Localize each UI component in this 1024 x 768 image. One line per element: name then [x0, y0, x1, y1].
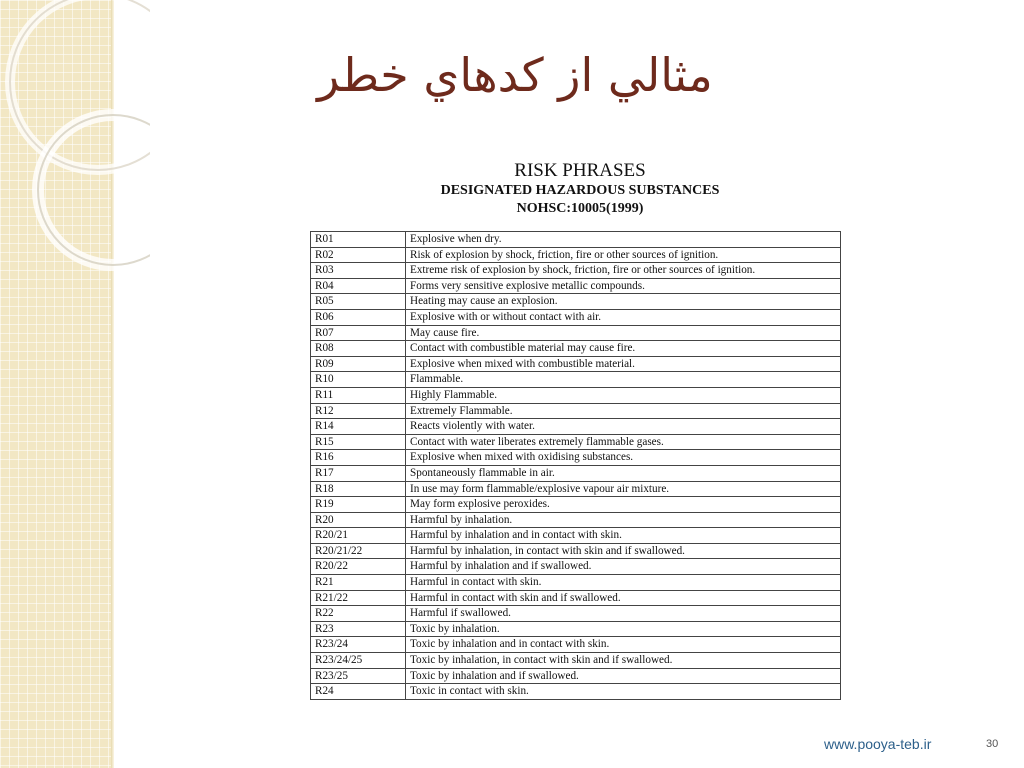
- table-row: [311, 372, 841, 388]
- table-row: [311, 465, 841, 481]
- table-row: [311, 668, 841, 684]
- risk-description-cell: Explosive when mixed with oxidising substances.: [406, 450, 841, 466]
- risk-code-cell: R09: [311, 356, 406, 372]
- table-row: [311, 543, 841, 559]
- risk-description-cell: Toxic in contact with skin.: [406, 684, 841, 700]
- table-row: [311, 403, 841, 419]
- risk-code-cell: R06: [311, 309, 406, 325]
- risk-code-cell: R24: [311, 684, 406, 700]
- risk-code-cell: R12: [311, 403, 406, 419]
- risk-description-cell: Toxic by inhalation and in contact with skin.: [406, 637, 841, 653]
- table-row: [311, 232, 841, 248]
- risk-description-cell: Explosive when dry.: [406, 232, 841, 248]
- side-panel-edge: [111, 0, 114, 768]
- risk-code-cell: R01: [311, 232, 406, 248]
- risk-code-cell: R04: [311, 278, 406, 294]
- table-row: [311, 419, 841, 435]
- table-row: [311, 387, 841, 403]
- risk-code-cell: R21: [311, 575, 406, 591]
- table-row: [311, 450, 841, 466]
- footer-url[interactable]: www.pooya-teb.ir: [824, 736, 932, 752]
- risk-code-cell: R20/21/22: [311, 543, 406, 559]
- risk-code-cell: R20/22: [311, 559, 406, 575]
- risk-code-cell: R03: [311, 263, 406, 279]
- risk-description-cell: Harmful in contact with skin.: [406, 575, 841, 591]
- risk-description-cell: Contact with combustible material may cause fire.: [406, 341, 841, 357]
- table-row: [311, 481, 841, 497]
- table-row: [311, 325, 841, 341]
- risk-description-cell: Heating may cause an explosion.: [406, 294, 841, 310]
- risk-code-cell: R10: [311, 372, 406, 388]
- risk-description-cell: Reacts violently with water.: [406, 419, 841, 435]
- risk-description-cell: Harmful by inhalation and if swallowed.: [406, 559, 841, 575]
- table-row: [311, 637, 841, 653]
- table-row: [311, 263, 841, 279]
- risk-description-cell: May form explosive peroxides.: [406, 497, 841, 513]
- table-row: [311, 434, 841, 450]
- page-number: 30: [986, 738, 999, 750]
- risk-description-cell: Harmful if swallowed.: [406, 606, 841, 622]
- risk-description-cell: Flammable.: [406, 372, 841, 388]
- table-row: [311, 575, 841, 591]
- risk-code-cell: R22: [311, 606, 406, 622]
- risk-code-cell: R19: [311, 497, 406, 513]
- risk-description-cell: Harmful by inhalation.: [406, 512, 841, 528]
- risk-description-cell: May cause fire.: [406, 325, 841, 341]
- risk-description-cell: Risk of explosion by shock, friction, fire or other sources of ignition.: [406, 247, 841, 263]
- risk-description-cell: Toxic by inhalation.: [406, 621, 841, 637]
- risk-description-cell: Contact with water liberates extremely flammable gases.: [406, 434, 841, 450]
- risk-description-cell: Harmful in contact with skin and if swallowed.: [406, 590, 841, 606]
- risk-code-cell: R05: [311, 294, 406, 310]
- risk-code-cell: R23/24: [311, 637, 406, 653]
- table-row: [311, 497, 841, 513]
- risk-description-cell: In use may form flammable/explosive vapour air mixture.: [406, 481, 841, 497]
- table-row: [311, 247, 841, 263]
- risk-description-cell: Explosive with or without contact with air.: [406, 309, 841, 325]
- risk-code-cell: R23/25: [311, 668, 406, 684]
- risk-description-cell: Extreme risk of explosion by shock, friction, fire or other sources of ignition.: [406, 263, 841, 279]
- risk-code-cell: R23: [311, 621, 406, 637]
- risk-description-cell: Explosive when mixed with combustible material.: [406, 356, 841, 372]
- table-row: [311, 684, 841, 700]
- risk-code-cell: R21/22: [311, 590, 406, 606]
- risk-phrases-table: [310, 231, 841, 700]
- table-row: [311, 559, 841, 575]
- risk-code-cell: R15: [311, 434, 406, 450]
- table-row: [311, 606, 841, 622]
- risk-code-cell: R17: [311, 465, 406, 481]
- table-row: [311, 356, 841, 372]
- risk-description-cell: Extremely Flammable.: [406, 403, 841, 419]
- table-row: [311, 309, 841, 325]
- table-row: [311, 294, 841, 310]
- risk-code-cell: R20: [311, 512, 406, 528]
- document-header: [408, 160, 752, 218]
- risk-description-cell: Harmful by inhalation, in contact with skin and if swallowed.: [406, 543, 841, 559]
- table-row: [311, 653, 841, 669]
- risk-description-cell: Toxic by inhalation, in contact with skin and if swallowed.: [406, 653, 841, 669]
- risk-code-cell: R14: [311, 419, 406, 435]
- slide-title: مثالي از کدهاي خطر: [317, 48, 713, 102]
- document-subheading: DESIGNATED HAZARDOUS SUBSTANCES: [440, 183, 720, 198]
- risk-description-cell: Forms very sensitive explosive metallic compounds.: [406, 278, 841, 294]
- table-row: [311, 512, 841, 528]
- table-row: [311, 278, 841, 294]
- table-row: [311, 528, 841, 544]
- risk-code-cell: R20/21: [311, 528, 406, 544]
- risk-code-cell: R02: [311, 247, 406, 263]
- risk-code-cell: R18: [311, 481, 406, 497]
- risk-description-cell: Toxic by inhalation and if swallowed.: [406, 668, 841, 684]
- risk-description-cell: Harmful by inhalation and in contact with skin.: [406, 528, 841, 544]
- document-reference: NOHSC:10005(1999): [516, 201, 644, 216]
- document-heading: RISK PHRASES: [514, 160, 646, 181]
- table-row: [311, 590, 841, 606]
- risk-code-cell: R08: [311, 341, 406, 357]
- decorative-side-panel: [0, 0, 113, 768]
- table-row: [311, 621, 841, 637]
- risk-code-cell: R07: [311, 325, 406, 341]
- risk-code-cell: R23/24/25: [311, 653, 406, 669]
- risk-description-cell: Highly Flammable.: [406, 387, 841, 403]
- table-row: [311, 341, 841, 357]
- risk-code-cell: R16: [311, 450, 406, 466]
- risk-description-cell: Spontaneously flammable in air.: [406, 465, 841, 481]
- risk-code-cell: R11: [311, 387, 406, 403]
